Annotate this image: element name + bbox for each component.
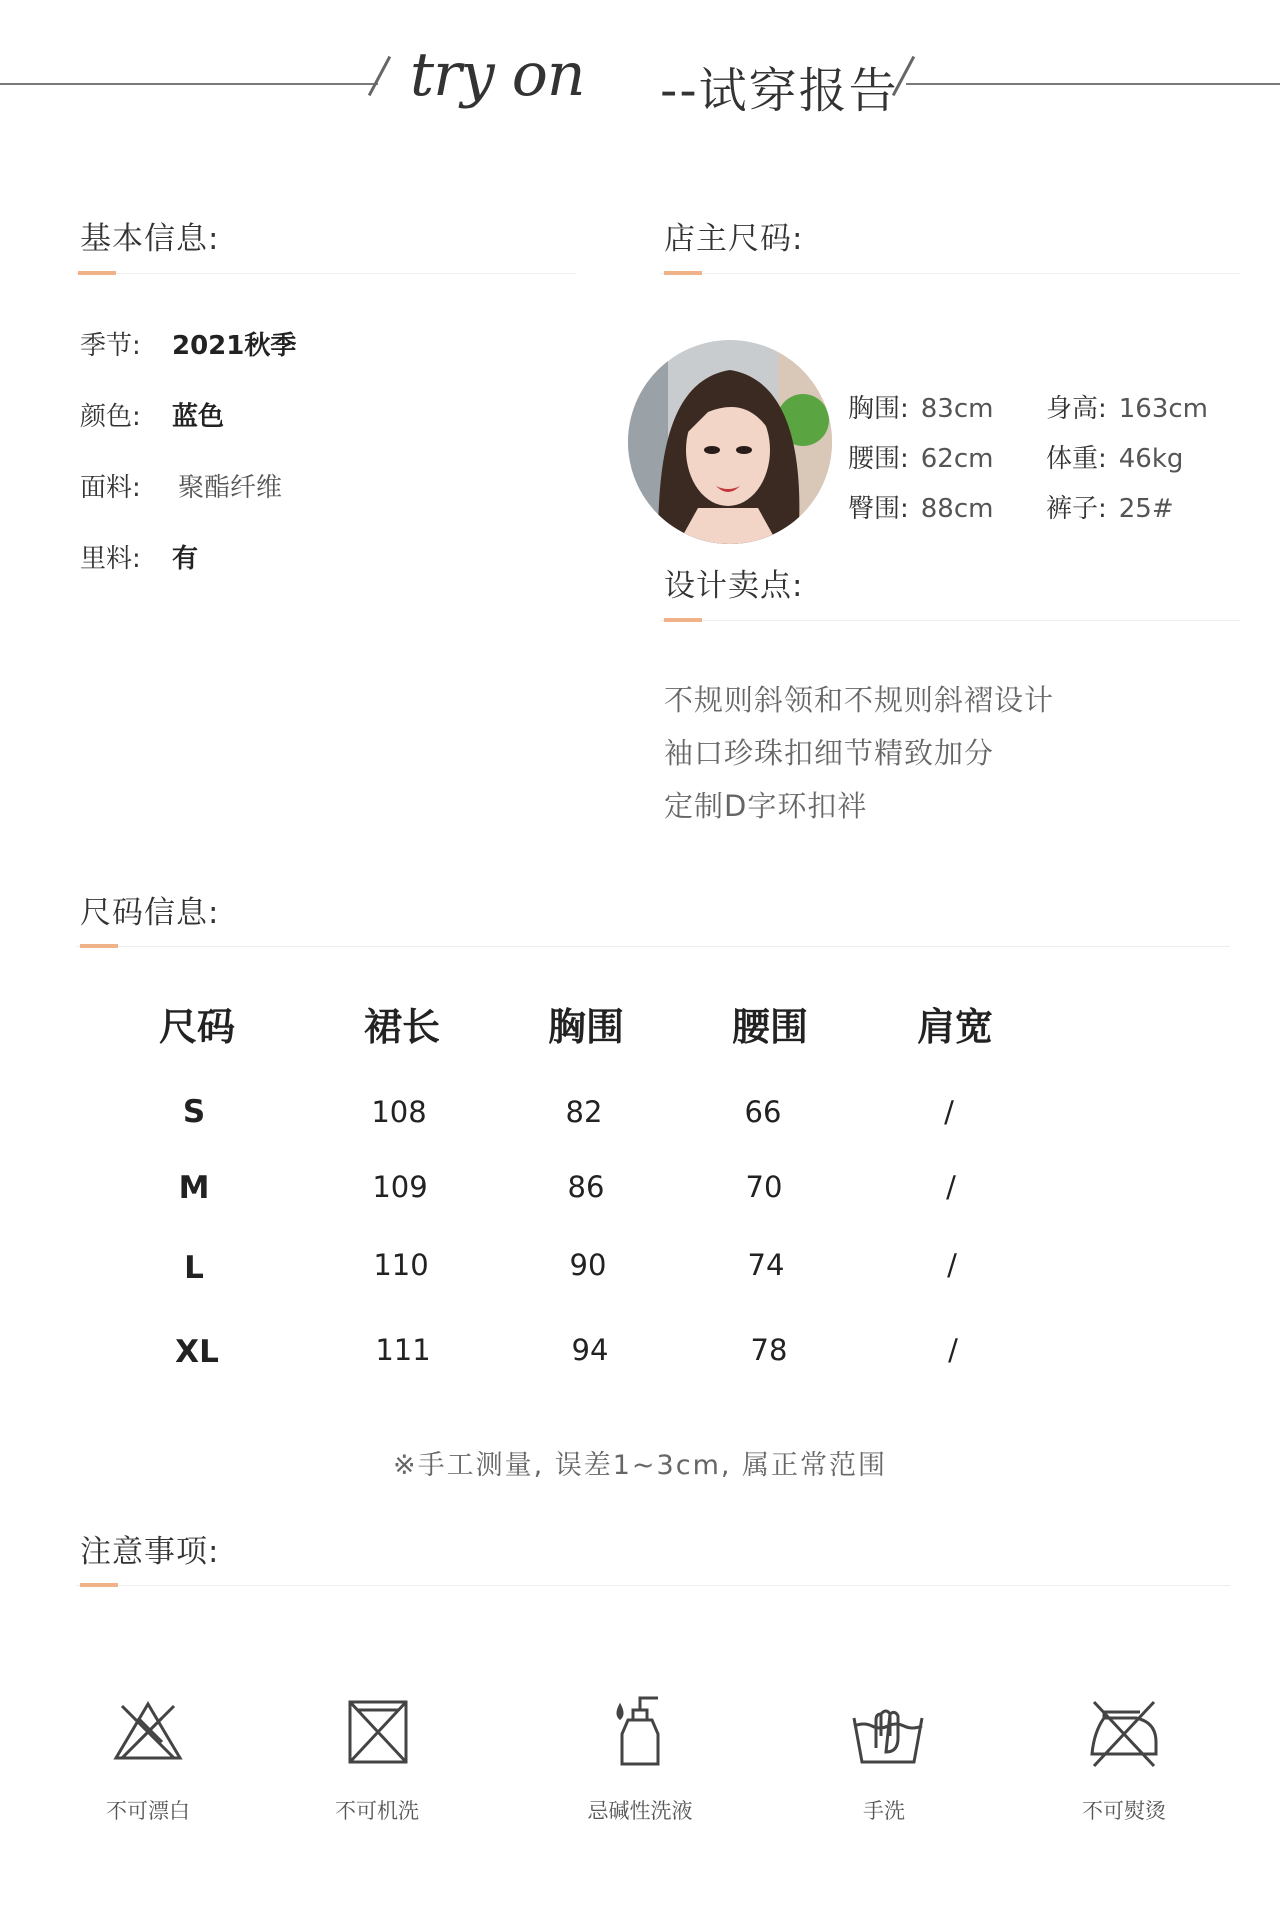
care-label: 不可机洗 <box>335 1799 419 1823</box>
care-label: 不可熨烫 <box>1082 1799 1166 1823</box>
measurement-value: 25# <box>1118 494 1174 524</box>
care-rule <box>76 1585 1230 1586</box>
table-cell: 109 <box>372 1170 428 1204</box>
header-slash-left <box>368 56 391 96</box>
size-cell: L <box>184 1250 204 1286</box>
measurement-key: 腰围: <box>848 444 909 474</box>
info-row-lining <box>80 538 198 575</box>
measurement-value: 83cm <box>920 394 994 424</box>
table-cell: 74 <box>747 1248 785 1282</box>
care-title: 注意事项: <box>80 1534 220 1570</box>
owner-size-rule <box>660 273 1240 274</box>
measurement-value: 62cm <box>920 444 994 474</box>
owner-size-accent <box>664 271 702 275</box>
measurement-weight <box>1046 438 1183 475</box>
design-point: 定制D字环扣袢 <box>664 789 868 823</box>
size-info-title: 尺码信息: <box>80 895 220 931</box>
info-key: 颜色: <box>80 402 141 432</box>
table-cell: / <box>948 1333 958 1367</box>
basic-info-accent <box>78 271 116 275</box>
measurement-key: 胸围: <box>848 394 909 424</box>
measurement-note: ※手工测量, 误差1~3cm, 属正常范围 <box>392 1450 888 1481</box>
owner-size-title: 店主尺码: <box>664 221 804 257</box>
care-label: 手洗 <box>863 1799 905 1823</box>
size-table-header: 肩宽 <box>916 1005 994 1049</box>
table-cell: 110 <box>373 1248 429 1282</box>
table-cell: 82 <box>565 1095 603 1129</box>
care-label: 忌碱性洗液 <box>587 1799 693 1823</box>
size-cell: S <box>182 1094 206 1130</box>
info-row-fabric <box>80 467 282 504</box>
table-cell: 86 <box>567 1170 605 1204</box>
table-cell: 111 <box>375 1333 431 1367</box>
size-table-header: 胸围 <box>547 1005 625 1049</box>
size-table-header: 腰围 <box>731 1005 809 1049</box>
measurement-height <box>1046 388 1208 425</box>
info-key: 里料: <box>80 544 141 574</box>
measurement-waist <box>848 438 993 475</box>
design-accent <box>664 618 702 622</box>
measurement-key: 身高: <box>1046 394 1107 424</box>
size-table-header: 尺码 <box>158 1005 236 1049</box>
info-value: 蓝色 <box>172 402 225 432</box>
measurement-key: 体重: <box>1046 444 1107 474</box>
measurement-value: 46kg <box>1118 444 1184 474</box>
measurement-value: 163cm <box>1118 394 1209 424</box>
design-point: 不规则斜领和不规则斜褶设计 <box>664 683 1055 717</box>
header-line-left <box>0 83 378 85</box>
size-cell: M <box>178 1170 210 1206</box>
info-value: 2021秋季 <box>172 331 297 361</box>
measurement-hip <box>848 488 993 525</box>
table-cell: 78 <box>750 1333 788 1367</box>
info-key: 季节: <box>80 331 141 361</box>
header-line-right <box>906 83 1280 85</box>
table-cell: 108 <box>371 1095 427 1129</box>
basic-info-rule <box>76 273 576 274</box>
info-value: 聚酯纤维 <box>178 473 283 503</box>
table-cell: 66 <box>744 1095 782 1129</box>
table-cell: / <box>946 1170 956 1204</box>
model-avatar <box>628 340 832 544</box>
size-info-accent <box>80 944 118 948</box>
size-info-rule <box>76 946 1230 947</box>
care-label: 不可漂白 <box>106 1799 190 1823</box>
no-bleach-icon <box>108 1692 188 1772</box>
basic-info-title: 基本信息: <box>80 221 220 257</box>
design-rule <box>660 620 1240 621</box>
info-row-color <box>80 396 224 433</box>
no-machine-wash-icon <box>338 1692 418 1772</box>
care-accent <box>80 1583 118 1587</box>
hand-wash-icon <box>848 1692 928 1772</box>
header-title: --试穿报告 <box>660 63 899 119</box>
measurement-pants <box>1046 488 1174 525</box>
size-table-header: 裙长 <box>363 1005 441 1049</box>
table-cell: 90 <box>569 1248 607 1282</box>
info-key: 面料: <box>80 473 141 503</box>
measurement-bust <box>848 388 993 425</box>
header-script-text: try on <box>410 40 585 110</box>
table-cell: / <box>944 1095 954 1129</box>
design-point: 袖口珍珠扣细节精致加分 <box>664 736 995 770</box>
measurement-value: 88cm <box>920 494 994 524</box>
table-cell: 94 <box>571 1333 609 1367</box>
no-iron-icon <box>1084 1692 1164 1772</box>
info-value: 有 <box>172 544 199 574</box>
no-alkaline-detergent-icon <box>600 1690 680 1770</box>
table-cell: 70 <box>745 1170 783 1204</box>
size-cell: XL <box>175 1334 219 1370</box>
design-title: 设计卖点: <box>664 568 804 604</box>
info-row-season <box>80 325 296 362</box>
table-cell: / <box>947 1248 957 1282</box>
measurement-key: 裤子: <box>1046 494 1107 524</box>
measurement-key: 臀围: <box>848 494 909 524</box>
